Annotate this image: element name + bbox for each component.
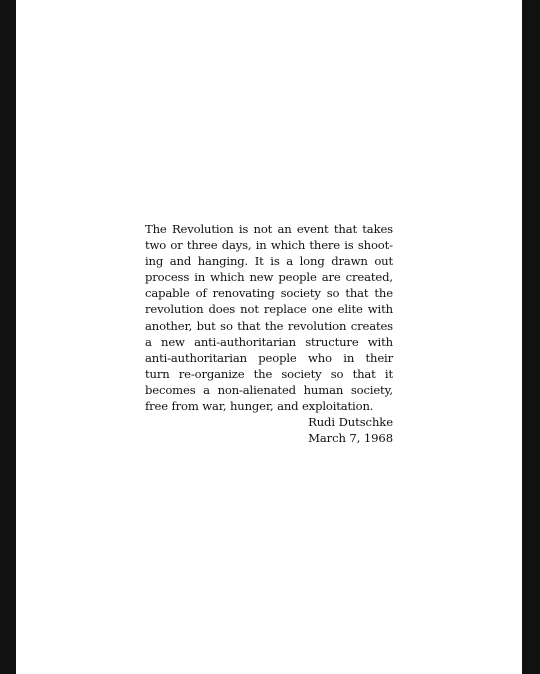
quote-line: process in which new people are created, <box>145 270 393 285</box>
quote-line: The Revolution is not an event that takes <box>145 222 393 236</box>
quote-line: free from war, hunger, and exploitation. <box>145 399 374 414</box>
quote-line: turn re-organize the society so that it <box>145 366 393 381</box>
quote-line: anti-authoritarian people who in their <box>145 350 393 365</box>
quote-text <box>145 221 393 414</box>
quote-author: Rudi Dutschke <box>308 415 393 430</box>
quote-line: becomes a non-alienated human society, <box>145 382 393 397</box>
quote-line: capable of renovating society so that the <box>145 286 393 301</box>
quote-line: another, but so that the revolution creates <box>145 318 393 333</box>
quote-line: revolution does not replace one elite with <box>145 302 393 317</box>
quote-line: two or three days, in which there is shoot- <box>145 238 393 253</box>
quote-block <box>145 221 393 446</box>
quote-line: a new anti-authoritarian structure with <box>145 334 393 349</box>
document-page <box>16 0 522 674</box>
quote-line: ing and hanging. It is a long drawn out <box>145 254 393 269</box>
quote-date: March 7, 1968 <box>308 431 393 446</box>
